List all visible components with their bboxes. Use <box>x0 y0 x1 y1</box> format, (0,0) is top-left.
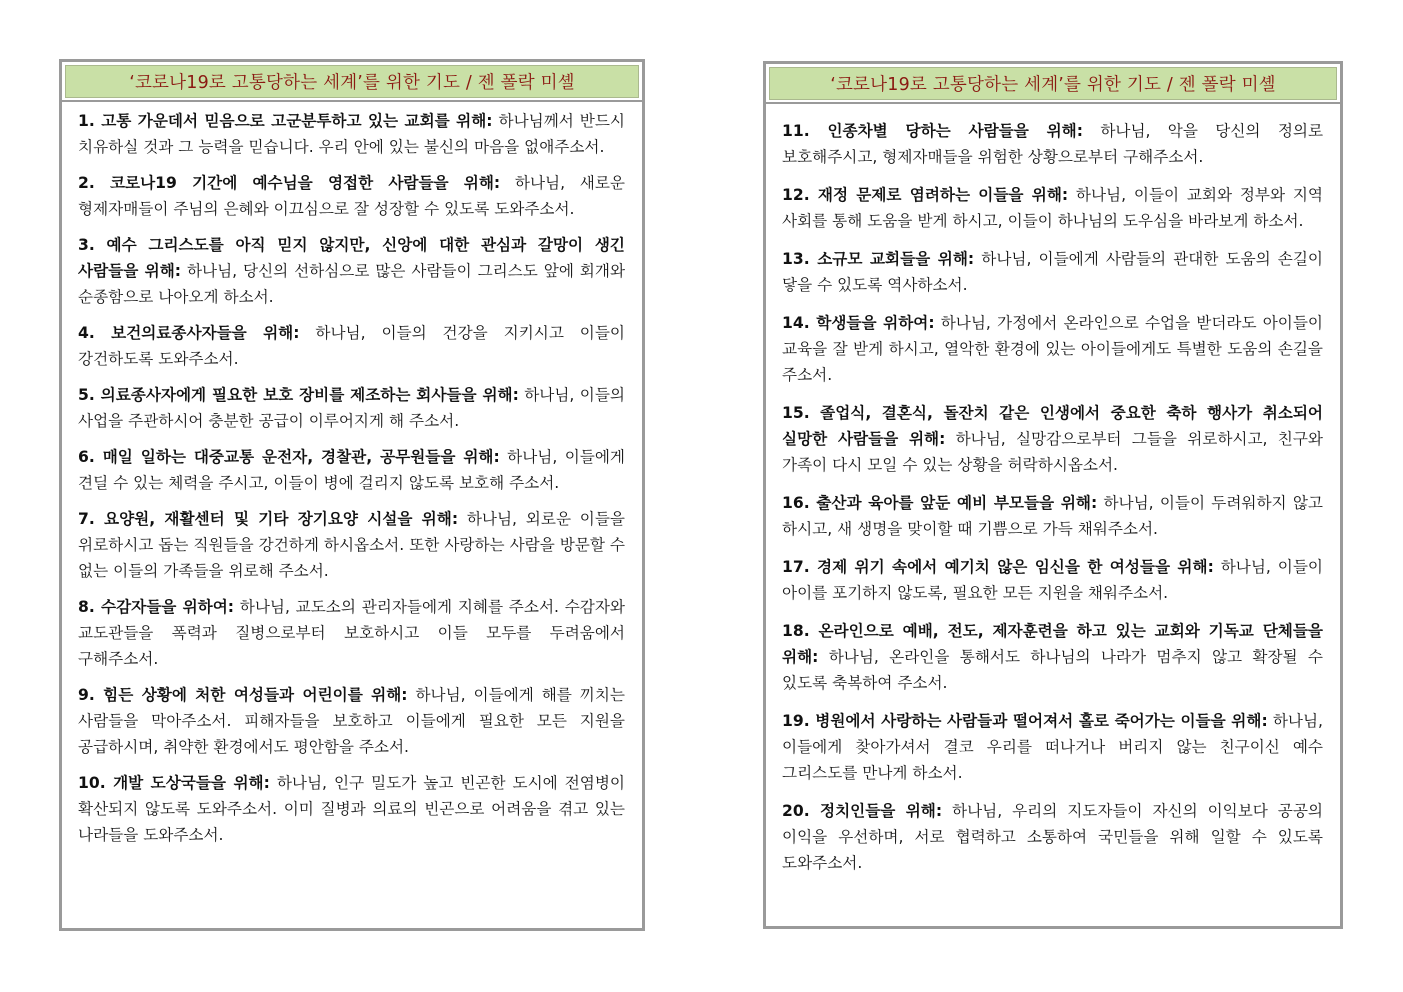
prayer-text: 하나님, 온라인을 통해서도 하나님의 나라가 멈추지 않고 확장될 수 있도록 축복하여 주소서. <box>782 648 1323 692</box>
prayer-text: 하나님, 이들에게 견딜 수 있는 체력을 주시고, 이들이 병에 걸리지 않도록 보호해 주소서. <box>78 448 625 492</box>
prayer-text: 하나님, 악을 당신의 정의로 보호해주시고, 형제자매들을 위험한 상황으로부터 구해주소서. <box>782 122 1324 166</box>
prayer-item-6 <box>78 444 625 496</box>
prayer-text: 하나님, 인구 밀도가 높고 빈곤한 도시에 전염병이 확산되지 않도록 도와주소서. 이미 질병과 의료의 빈곤으로 어려움을 겪고 있는 나라들을 도와주소서. <box>78 774 625 844</box>
prayer-heading: 7. 요양원, 재활센터 및 기타 장기요양 시설을 위해: <box>78 510 459 528</box>
prayer-list <box>62 102 642 848</box>
prayer-item-9 <box>78 682 625 760</box>
prayer-text: 하나님, 당신의 선하심으로 많은 사람들이 그리스도 앞에 회개와 순종함으로 나아오게 하소서. <box>78 262 626 306</box>
prayer-list <box>766 104 1340 876</box>
prayer-heading: 18. 온라인으로 예배, 전도, 제자훈련을 하고 있는 교회와 기독교 단체들을 위해: <box>782 622 1323 666</box>
prayer-item-15 <box>782 400 1323 478</box>
prayer-heading: 17. 경제 위기 속에서 예기치 않은 임신을 한 여성들을 위해: <box>782 558 1214 576</box>
prayer-heading: 5. 의료종사자에게 필요한 보호 장비를 제조하는 회사들을 위해: <box>78 386 519 404</box>
prayer-heading: 8. 수감자들을 위하여: <box>78 598 234 616</box>
prayer-panel-right <box>763 61 1343 929</box>
prayer-text: 하나님, 외로운 이들을 위로하시고 돕는 직원들을 강건하게 하시옵소서. 또한 사랑하는 사람을 방문할 수 없는 이들의 가족들을 위로해 주소서. <box>78 510 625 580</box>
prayer-heading: 14. 학생들을 위하여: <box>782 314 935 332</box>
prayer-heading: 3. 예수 그리스도를 아직 믿지 않지만, 신앙에 대한 관심과 갈망이 생긴 사람들을 위해: <box>78 236 625 280</box>
prayer-heading: 4. 보건의료종사자들을 위해: <box>78 324 300 342</box>
prayer-item-18 <box>782 618 1323 696</box>
prayer-heading: 15. 졸업식, 결혼식, 돌잔치 같은 인생에서 중요한 축하 행사가 취소되어 실망한 사람들을 위해: <box>782 404 1323 448</box>
prayer-item-7 <box>78 506 625 584</box>
prayer-text: 하나님, 이들에게 찾아가셔서 결코 우리를 떠나거나 버리지 않는 친구이신 예수 그리스도를 만나게 하소서. <box>782 712 1324 782</box>
prayer-item-5 <box>78 382 625 434</box>
prayer-heading: 11. 인종차별 당하는 사람들을 위해: <box>782 122 1083 140</box>
prayer-text: 하나님, 이들의 건강을 지키시고 이들이 강건하도록 도와주소서. <box>78 324 625 368</box>
prayer-item-17 <box>782 554 1323 606</box>
prayer-item-1 <box>78 108 625 160</box>
prayer-heading: 12. 재정 문제로 염려하는 이들을 위해: <box>782 186 1069 204</box>
prayer-text: 하나님, 이들에게 해를 끼치는 사람들을 막아주소서. 피해자들을 보호하고 이들에게 필요한 모든 지원을 공급하시며, 취약한 환경에서도 평안함을 주소서. <box>78 686 625 756</box>
prayer-text: 하나님, 새로운 형제자매들이 주님의 은혜와 이끄심으로 잘 성장할 수 있도록 도와주소서. <box>78 174 625 218</box>
prayer-item-12 <box>782 182 1323 234</box>
prayer-item-11 <box>782 118 1323 170</box>
prayer-item-16 <box>782 490 1323 542</box>
prayer-heading: 2. 코로나19 기간에 예수님을 영접한 사람들을 위해: <box>78 174 501 192</box>
prayer-heading: 16. 출산과 육아를 앞둔 예비 부모들을 위해: <box>782 494 1098 512</box>
prayer-item-8 <box>78 594 625 672</box>
prayer-heading: 10. 개발 도상국들을 위해: <box>78 774 270 792</box>
panel-title: ‘코로나19로 고통당하는 세계’를 위한 기도 / 젠 폴락 미셸 <box>769 67 1337 100</box>
prayer-text: 하나님, 실망감으로부터 그들을 위로하시고, 친구와 가족이 다시 모일 수 있는 상황을 허락하시옵소서. <box>782 430 1323 474</box>
prayer-text: 하나님, 이들이 아이를 포기하지 않도록, 필요한 모든 지원을 채워주소서. <box>782 558 1323 602</box>
prayer-item-3 <box>78 232 625 310</box>
prayer-heading: 20. 정치인들을 위해: <box>782 802 943 820</box>
prayer-item-10 <box>78 770 625 848</box>
prayer-text: 하나님, 이들에게 사람들의 관대한 도움의 손길이 닿을 수 있도록 역사하소서. <box>782 250 1323 294</box>
prayer-panel-left <box>59 59 645 931</box>
prayer-item-19 <box>782 708 1323 786</box>
prayer-item-14 <box>782 310 1323 388</box>
panel-title: ‘코로나19로 고통당하는 세계’를 위한 기도 / 젠 폴락 미셸 <box>65 65 639 98</box>
prayer-text: 하나님, 이들이 교회와 정부와 지역 사회를 통해 도움을 받게 하시고, 이들이 하나님의 도우심을 바라보게 하소서. <box>782 186 1323 230</box>
prayer-heading: 6. 매일 일하는 대중교통 운전자, 경찰관, 공무원들을 위해: <box>78 448 500 466</box>
prayer-item-4 <box>78 320 625 372</box>
prayer-text: 하나님, 우리의 지도자들이 자신의 이익보다 공공의 이익을 우선하며, 서로 협력하고 소통하여 국민들을 위해 일할 수 있도록 도와주소서. <box>782 802 1323 872</box>
prayer-heading: 1. 고통 가운데서 믿음으로 고군분투하고 있는 교회를 위해: <box>78 112 493 130</box>
prayer-heading: 19. 병원에서 사랑하는 사람들과 떨어져서 홀로 죽어가는 이들을 위해: <box>782 712 1268 730</box>
prayer-text: 하나님께서 반드시 치유하실 것과 그 능력을 믿습니다. 우리 안에 있는 불신의 마음을 없애주소서. <box>78 112 625 156</box>
prayer-item-20 <box>782 798 1323 876</box>
prayer-heading: 13. 소규모 교회들을 위해: <box>782 250 975 268</box>
prayer-text: 하나님, 이들의 사업을 주관하시어 충분한 공급이 이루어지게 해 주소서. <box>78 386 625 430</box>
prayer-text: 하나님, 이들이 두려워하지 않고 하시고, 새 생명을 맞이할 때 기쁨으로 가득 채워주소서. <box>782 494 1323 538</box>
prayer-text: 하나님, 가정에서 온라인으로 수업을 받더라도 아이들이 교육을 잘 받게 하시고, 열악한 환경에 있는 아이들에게도 특별한 도움의 손길을 주소서. <box>782 314 1323 384</box>
prayer-item-2 <box>78 170 625 222</box>
prayer-item-13 <box>782 246 1323 298</box>
prayer-text: 하나님, 교도소의 관리자들에게 지혜를 주소서. 수감자와 교도관들을 폭력과 질병으로부터 보호하시고 이들 모두를 두려움에서 구해주소서. <box>78 598 625 668</box>
prayer-heading: 9. 힘든 상황에 처한 여성들과 어린이를 위해: <box>78 686 408 704</box>
